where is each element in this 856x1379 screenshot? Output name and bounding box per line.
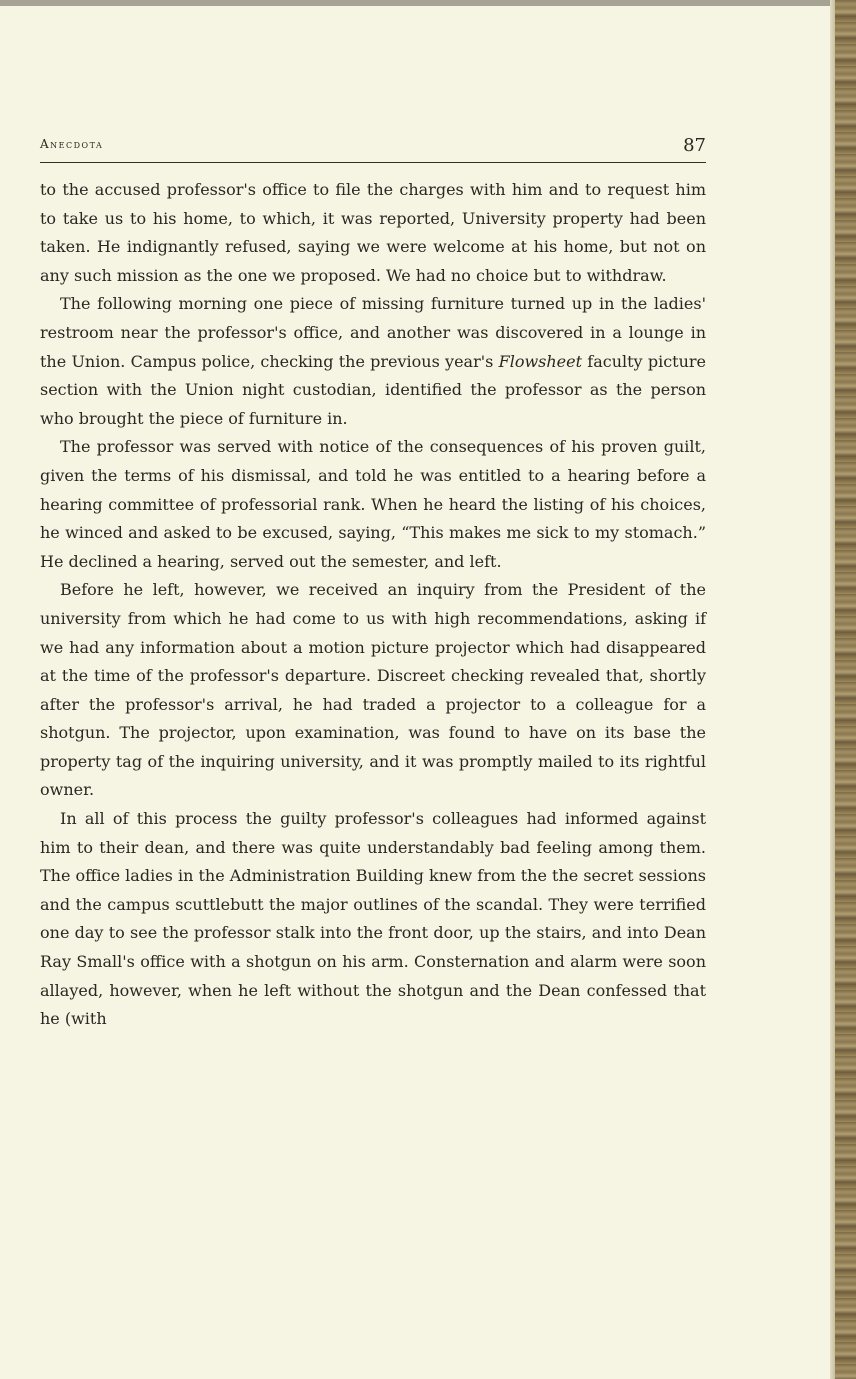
paragraph-3: The professor was served with notice of the consequences of his proven guilt, given the terms of his dismissal, and told he was entitled to a hearing before a hearing committee of professorial rank. When he heard the listing of his choices, he winced and asked to be excused, saying, “This makes me sick to my stomach.” He declined a hearing, served out the semester, and left. [40, 437, 706, 571]
paragraph-4: Before he left, however, we received an inquiry from the President of the university from which he had come to us with high recommendations, asking if we had any information about a motion picture projector which had disappeared at the time of the professor's departure. Discreet checking revealed that, shortly after the professor's arrival, he had traded a projector to a colleague for a shotgun. The projector, upon examination, was found to have on its base the property tag of the inquiring university, and it was promptly mailed to its rightful owner. [40, 580, 706, 800]
paragraph-2-end: faculty picture section with the Union night custodian, identified the professor as the person who brought the piece of furniture in. [40, 351, 707, 428]
running-title: Anecdota [40, 137, 104, 151]
body-text [40, 176, 706, 1034]
paragraph-2 [40, 290, 706, 433]
paragraph-1: to the accused professor's office to file the charges with him and to request him to take us to his home, to which, it was reported, University property had been taken. He indignantly refused, saying we were welcome at his home, but not on any such mission as the one we proposed. We had no choice but to withdraw. [40, 180, 706, 285]
paragraph-5: In all of this process the guilty professor's colleagues had informed against him to their dean, and there was quite understandably bad feeling among them. The office ladies in the Administration Building knew from the the secret sessions and the campus scuttlebutt the major outlines of the scandal. They were terrified one day to see the professor stalk into the front door, up the stairs, and into Dean Ray Small's office with a shotgun on his arm. Consternation and alarm were soon allayed, however, when he left without the shotgun and the Dean confessed that he (with [40, 809, 706, 1029]
paragraph-2-start: The following morning one piece of missing furniture turned up in the ladies' restroom near the professor's office, and another was discovered in a lounge in the Union. Campus police, checking the previous year's [40, 294, 706, 371]
page-edge [830, 0, 856, 1379]
flowsheet-title: Flowsheet [498, 351, 583, 371]
page-number: 87 [683, 135, 706, 156]
running-head [40, 132, 706, 163]
